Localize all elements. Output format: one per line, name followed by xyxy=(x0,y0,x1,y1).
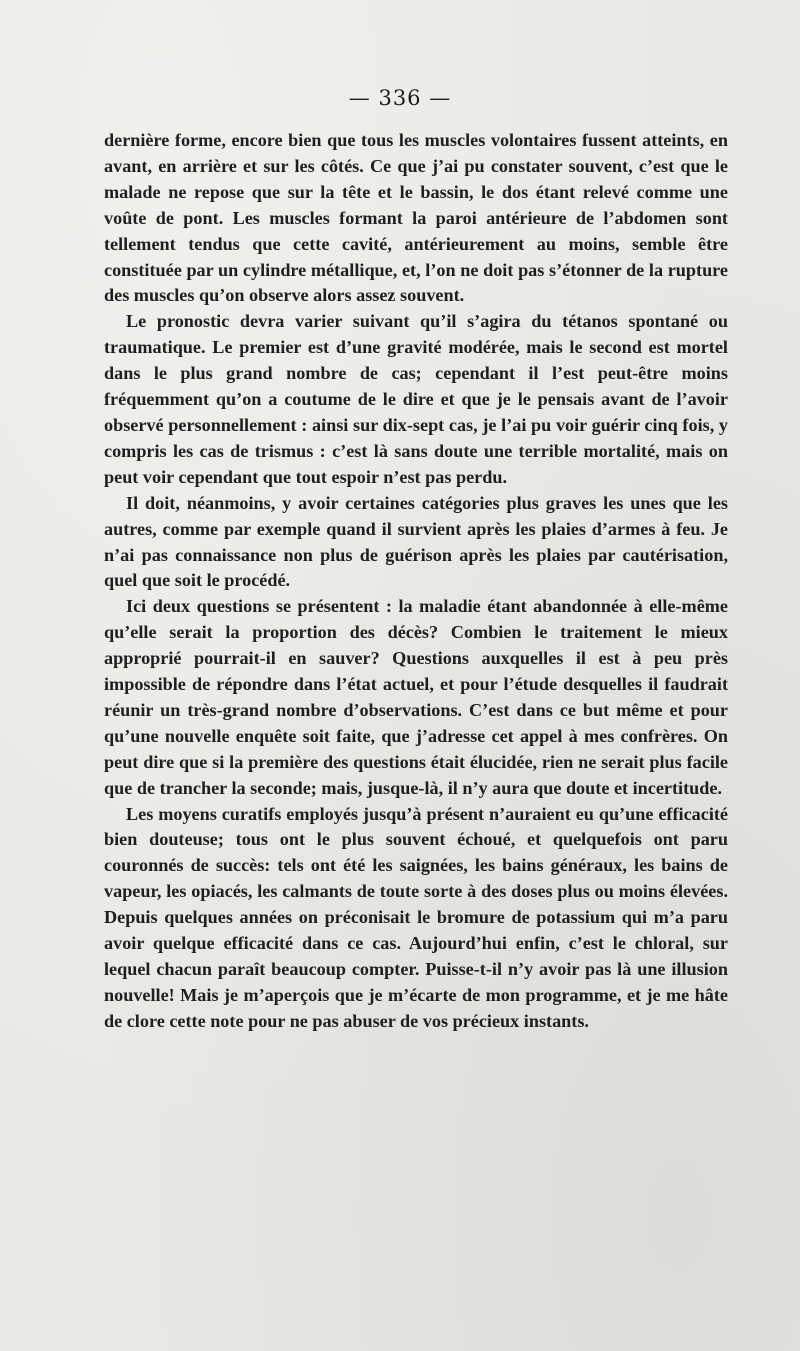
paragraph-categories: Il doit, néanmoins, y avoir certaines catégories plus graves les unes que les autres, comme par exemple quand il survient après les plaies d’armes à feu. Je n’ai pas connaissance non plus de guérison après les plaies par cautérisation, quel que soit le procédé. xyxy=(104,492,728,591)
body-text xyxy=(104,128,728,1035)
paragraph-moyens-curatifs: Les moyens curatifs employés jusqu’à présent n’auraient eu qu’une efficacité bien douteuse; tous ont le plus souvent échoué, et quelquefois ont paru couronnés de succès: tels ont été les saignées, les bains généraux, les bains de vapeur, les opiacés, les calmants de toute sorte à des doses plus ou moins élevées. Depuis quelques années on préconisait le bromure de potassium qui m’a paru avoir quelque efficacité dans ce cas. Aujourd’hui enfin, c’est le chloral, sur lequel chacun paraît beaucoup compter. Puisse-t-il n’y avoir pas là une illusion nouvelle! Mais je m’aperçois que je m’écarte de mon programme, et je me hâte de clore cette note pour ne pas abuser de vos précieux instants. xyxy=(104,803,728,1031)
paragraph-continuation: dernière forme, encore bien que tous les muscles volontaires fussent atteints, en avant, en arrière et sur les côtés. Ce que j’ai pu constater souvent, c’est que le malade ne repose que sur la tête et le bassin, le dos étant relevé comme une voûte de pont. Les muscles formant la paroi antérieure de l’abdomen sont tellement tendus que cette cavité, antérieurement au moins, semble être constituée par un cylindre métallique, et, l’on ne doit pas s’étonner de la rupture des muscles qu’on observe alors assez souvent. xyxy=(104,130,728,306)
paragraph-questions: Ici deux questions se présentent : la maladie étant abandonnée à elle-même qu’elle serait la proportion des décès? Combien le traitement le mieux approprié pourrait-il en sauver? Questions auxquelles il est à peu près impossible de répondre dans l’état actuel, et pour l’étude desquelles il faudrait réunir un très-grand nombre d’observations. C’est dans ce but même et pour qu’une nouvelle enquête soit faite, que j’adresse cet appel à mes confrères. On peut dire que si la première des questions était élucidée, rien ne serait plus facile que de trancher la seconde; mais, jusque-là, il n’y aura que doute et incertitude. xyxy=(104,596,728,798)
paragraph-pronostic: Le pronostic devra varier suivant qu’il s’agira du tétanos spontané ou traumatique. Le premier est d’une gravité modérée, mais le second est mortel dans le plus grand nombre de cas; cependant il l’est peut-être moins fréquemment qu’on a coutume de le dire et que je le pensais avant de l’avoir observé personnellement : ainsi sur dix-sept cas, je l’ai pu voir guérir cinq fois, y compris les cas de trismus : c’est là sans doute une terrible mortalité, mais on peut voir cependant que tout espoir n’est pas perdu. xyxy=(104,311,728,487)
page-number: — 336 — xyxy=(348,86,452,110)
